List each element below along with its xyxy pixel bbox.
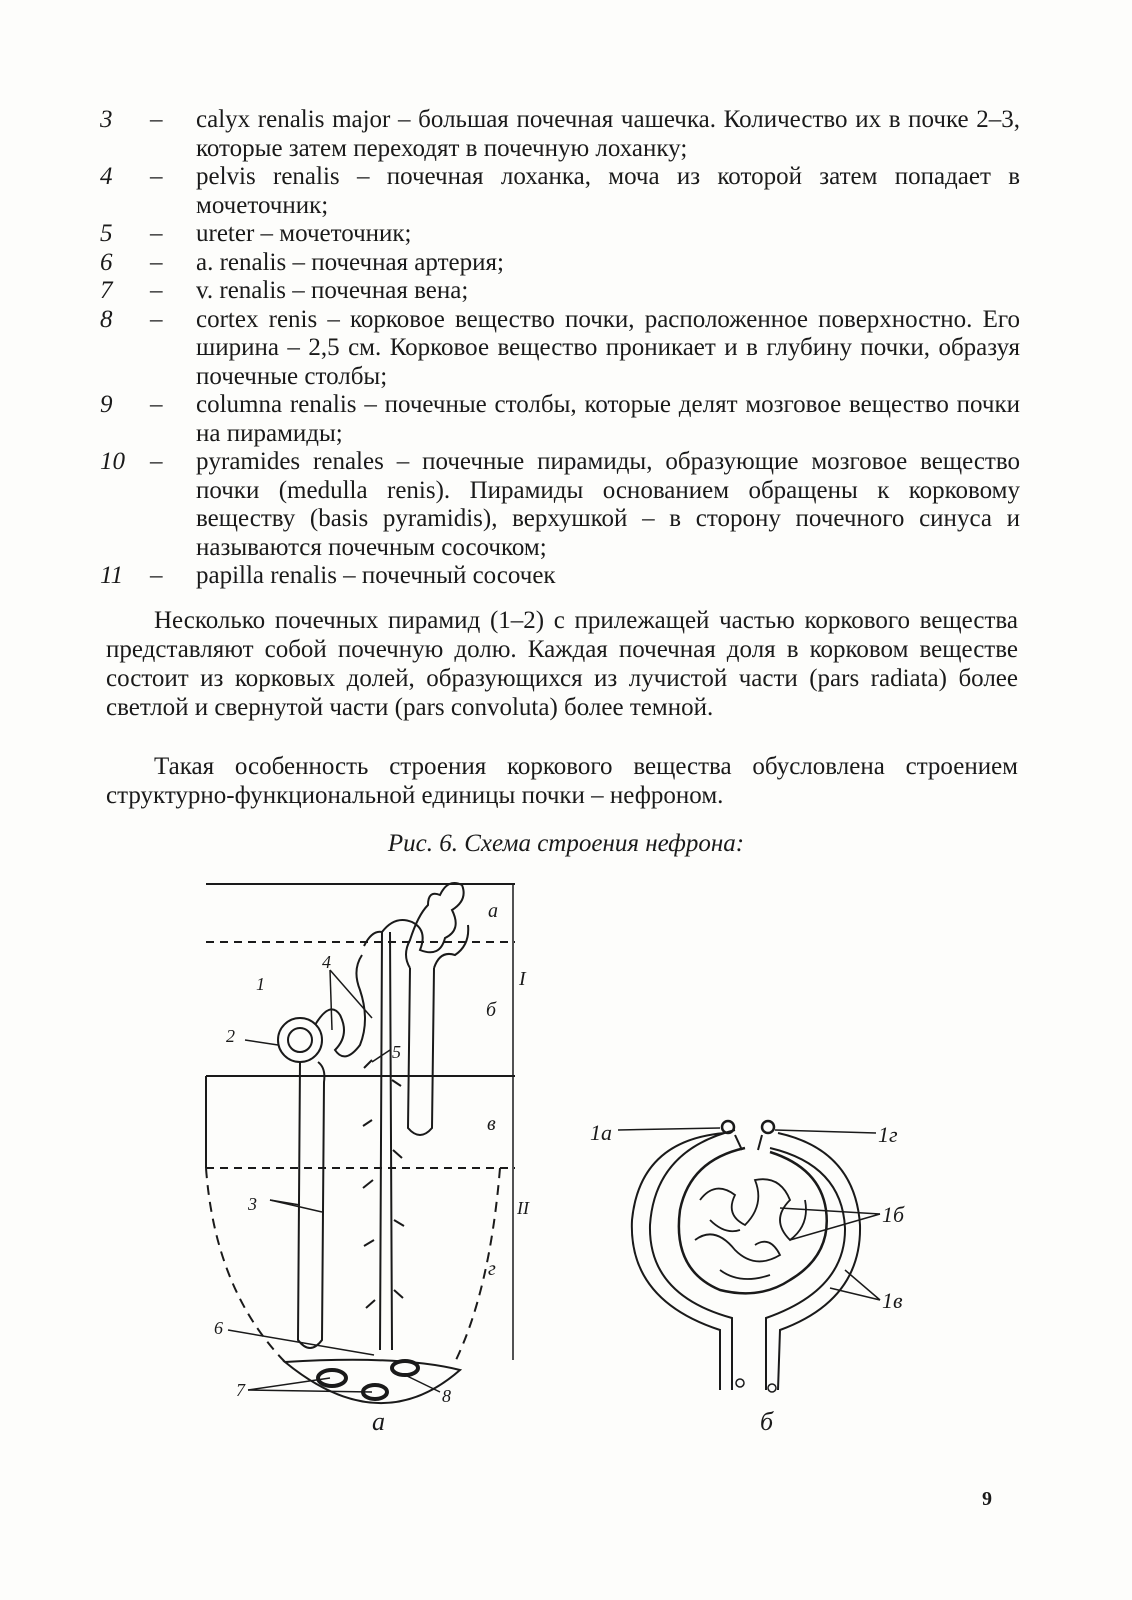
list-item-text: pelvis renalis – почечная лоханка, моча из которой затем попадает в мочеточник; (196, 163, 1020, 219)
list-item-dash: – (150, 248, 163, 276)
list-item-text: calyx renalis major – большая почечная чашечка. Количество их в почке 2–3, которые затем переходят в почечную лоханку; (196, 106, 1020, 162)
list-item-number: 8 (100, 305, 113, 333)
zone-label: в (487, 1113, 496, 1135)
leader-line (228, 1330, 374, 1355)
collecting-duct-branches (363, 1060, 404, 1308)
loop-of-henle-short (408, 968, 434, 1135)
leader-line (780, 1208, 880, 1214)
list-item-dash: – (150, 391, 163, 418)
leader-line (775, 1130, 876, 1133)
part-label: 8 (442, 1386, 451, 1406)
list-item-text: pyramides renales – почечные пирамиды, образующие мозговое вещество почки (medulla renis). Пирамиды основанием обращены к корковому веществу (basis pyramidis), верхушкой – в сторону почечного синуса и называются почечным сосочком; (196, 448, 1020, 561)
capsule-outer-wall (632, 1130, 735, 1390)
leader-line (618, 1128, 720, 1130)
list-item-number: 7 (100, 277, 113, 304)
leader-line (248, 1390, 372, 1392)
list-item-dash: – (150, 277, 163, 304)
region-label: I (519, 968, 526, 990)
collecting-duct (364, 932, 392, 1350)
figure-caption: Рис. 6. Схема строения нефрона: (387, 830, 745, 857)
paragraph: Такая особенность строения коркового вещества обусловлена строением структурно-функциональной единицы почки – нефроном. (106, 753, 1018, 809)
part-label: 1б (882, 1202, 905, 1227)
cell-nucleus (768, 1384, 776, 1392)
list-item-text: papilla renalis – почечный сосочек (196, 562, 556, 589)
capillary-loops (695, 1179, 806, 1279)
subfigure-label: а (372, 1407, 385, 1436)
list-item-number: 6 (100, 248, 113, 276)
papillary-duct (392, 1361, 418, 1375)
list-item-number: 10 (100, 448, 125, 475)
arteriole-stems (735, 1135, 762, 1150)
zone-label: б (486, 999, 497, 1021)
part-label: 7 (236, 1380, 245, 1400)
part-label: 3 (248, 1194, 257, 1214)
papillary-duct (318, 1370, 346, 1386)
list-item-dash: – (150, 163, 163, 190)
list-item-text: cortex renis – корковое вещество почки, расположенное поверхностно. Его ширина – 2,5 см. Корковое вещество проникает и в глубину почки, образуя почечные столбы; (196, 305, 1020, 390)
list-item-number: 4 (100, 163, 113, 190)
part-label: 6 (214, 1318, 223, 1338)
leader-line (245, 1040, 278, 1045)
zone-label: а (488, 900, 498, 922)
list-item-dash: – (150, 106, 163, 133)
paragraph: Несколько почечных пирамид (1–2) с прилежащей частью коркового вещества представляют собой почечную долю. Каждая почечная доля в корковом веществе состоит из корковых долей, образующихся из лучистой части (pars radiata) более светлой и свернутой части (pars convoluta) более темной. (106, 607, 1018, 721)
glomerulus (288, 1028, 312, 1052)
list-item-dash: – (150, 220, 163, 247)
part-label: 2 (226, 1026, 235, 1046)
list-item-number: 11 (100, 562, 124, 589)
list-item-number: 9 (100, 391, 113, 418)
part-label: 1 (256, 974, 265, 994)
part-label: 1а (590, 1120, 612, 1145)
region-label: II (517, 1198, 529, 1218)
list-item-number: 5 (100, 220, 113, 247)
part-label: 5 (392, 1042, 401, 1062)
leader-line (330, 970, 332, 1030)
list-item-text: v. renalis – почечная вена; (196, 277, 469, 304)
leader-line (405, 1375, 440, 1392)
part-label: 4 (322, 952, 331, 972)
part-label: 1г (878, 1122, 898, 1147)
loop-of-henle-long (298, 1062, 324, 1348)
leader-line (270, 1200, 322, 1212)
efferent-arteriole (762, 1121, 774, 1133)
leader-line (790, 1214, 880, 1240)
part-label: 1в (882, 1288, 903, 1313)
list-item-dash: – (150, 305, 163, 333)
zone-label: г (488, 1258, 496, 1280)
list-item-dash: – (150, 448, 163, 475)
cell-nucleus (736, 1379, 744, 1387)
subfigure-label: б (760, 1407, 774, 1436)
page-number: 9 (982, 1488, 992, 1510)
distal-tubule (382, 883, 468, 968)
list-item-text: ureter – мочеточник; (196, 220, 412, 247)
list-item-number: 3 (100, 106, 113, 133)
list-item-dash: – (150, 562, 163, 589)
list-item-text: a. renalis – почечная артерия; (196, 248, 504, 276)
list-item-text: columna renalis – почечные столбы, которые делят мозговое вещество почки на пирамиды; (196, 391, 1020, 447)
